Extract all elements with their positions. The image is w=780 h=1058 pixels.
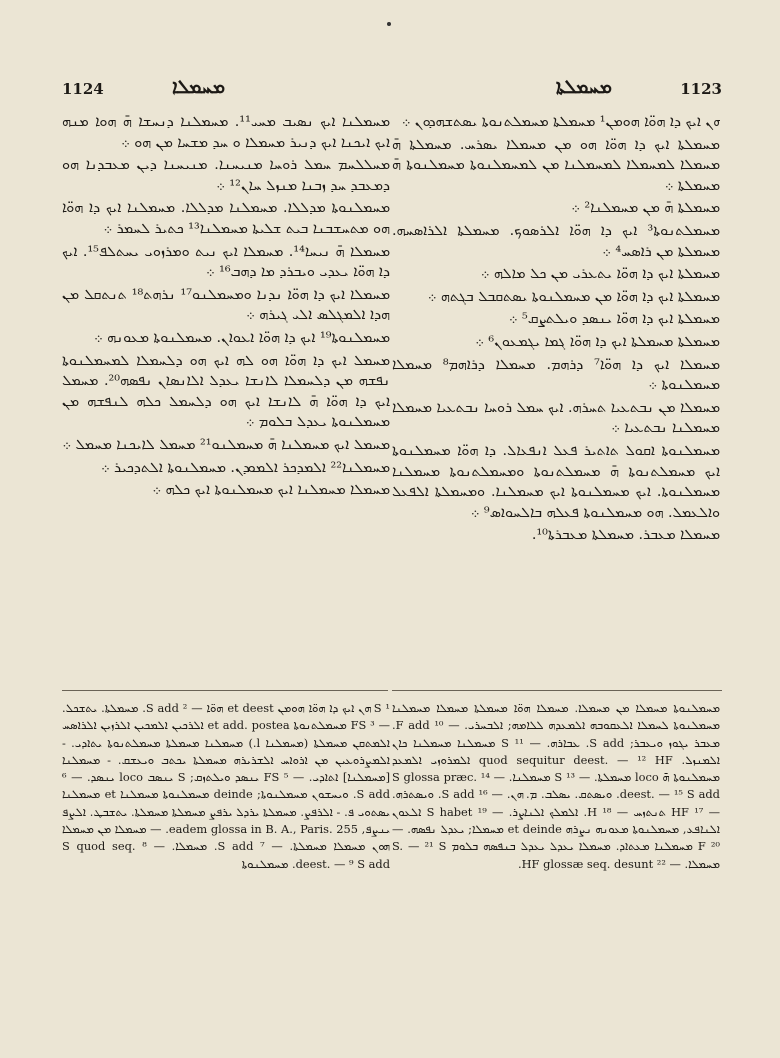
right-page-number: 1123 [680,80,722,98]
footnote-text: ¹ S ܗܢ ܐܝܟ ܕܐ ܗܘ̈ܐ ܗܘܡܢ et deest ܗܘ̈ܐ — ² S add. ܡܚܡܠܬܐ. ܝܬܫܟܠ. — ³ FS ܡܚܡܠܬܢܘܬܐ et add. postea ܐܠܪܟܝܢ ܐܠܡܟܝܢ ܐܠܪܙܝܢ ܐܠܪܐܣܚ ܐܠܡܬܩܢ ܡܚܡܠܬܐ (ܡܚܡܠܢܐ l.) ܡܚܡܠܢܐ ܡܚܡܠܬܐ ܡܚܡܠܬܢܘܬܐ ܝܬܐܕܝ. - ܐܠܡܨܪܘܥܝܢ ܡܢ ܐܪܘܐܚ ܐܠܫܪܝܪܗ ܡܚܡܠܬܐ ܝܟܬܒ ܘܝܥܫܩ. - ܡܚܡܠܢܐ [ܡܚܡܠܢܐ] ܐܬܐܕܝ. — ⁵ FS ܝܢܣܕ ܘܝܠܬܙܩ; S ܝܢܣܒ loco ܝܢܣܕ. — ⁶ S add. ܘܝܚܫܘܢ ܡܚܡܠܢܘܬܐ; deinde ܡܚܡܠܢܘܬܐ ܡܚܡܠܢܐ et ܡܚܡܠܢܐ ܝܣܬܘܝ ܦ. - ܐܠܪܦܨ. ܡܚܡܠܬܐ ܝܪܕܠ ܝܪܦܨ ܡܚܡܠܬܐ ܡܚܡܠܬܐ. ܝܬܫܒܛ. ܐܠܨܦ ܝܢܨܦ, eadem glossa in B. A., Paris. 255. — ܡܚܡܠܐ ܡܢ ܡܚܡܠܐ ܗܘܢ ܡܚܡܠܐ ܡܚܡܠܬܐ. — ⁷ S add. ܡܚܡܠܐ. — ⁸ S quod seq. deest. — ⁹ S add. ܡܚܡܠܢܘܬܐ [62,701,390,871]
right-text-column [392,112,720,682]
dictionary-entry: ܡܚܡܠܐ ܐܝܟ ܕܐ ܗܘ̈ܐ⁷ ܕܪܗܡ. ܡܚܡܠܐ ܕܪܐܗܡ⁸ ܡܚܡܠܐ ܡܚܡܠܢܘܬܐ ܀ [392,356,720,394]
dictionary-entry: ܡܚܡܠܢܘܬܐ ܡܕܠܠܐ. ܡܚܡܠܢܐ ܡܕܠܠܐ. ܡܚܡܠܢܐ ܐܝܟ ܕܐ ܗܘ̈ܐ ܗܘ ܡܬܚܫܒܢܐ ܒܝܬ ܫܠܝܬܐ ܡܚܡܠܢܐ¹³ ܟܬܝܪ ܠܚܡܪ ܀ [62,200,390,237]
dictionary-entry: ܡܚܡܠܐ ܡܥܒܪ. ܡܚܡܠܬܐ ܡܥܒܪܬܐ¹⁰. [531,527,720,544]
footnote-rule-gap [388,690,392,691]
dictionary-entry: ܡܚܡܠܐ ܡܚܡܠܢܐ ܐܝܟ ܡܚܡܠܢܘܬܐ ܐܝܟ ܟܠܗ ܀ [152,482,390,499]
dictionary-entry: ܡܚܡܠܬܐ ܐܝܟ ܕܐ ܗܘ̈ܐ ܗܘ ܡܢ ܡܚܡܠܐ ܝܣܪܚ. ܡܚܡܠܬܐ ܗ̄ ܡܚܡܠܐ ܠܡܚܡܠܐ ܠܡܚܡܠܢܐ ܡܢ ܠܡܚܡܠܢܘܬܐ ܡܚܡܠܢܘܬܐ ܗ̄ ܡܚܡܠܬܐ ܀ [392,136,720,194]
footnote-text: ܡܚܡܠܢܘܬܐ ܡܚܡܠܐ ܡܢ ܡܚܡܠܐ. ܡܚܡܠܐ ܗܘ̈ܐ ܡܚܡܠܬܐ ܡܚܡܠܐ ܡܚܡܠܢܐ ܡܚܡܠܢܘܬܐ ܠܚܡܠܐ ܐܠܥܩܘܒܗ ܐܠܡܥܕܗ ܠܠܐܡܗ; ܐܠܒܚܪܝ. — ¹⁰ F add. ܡܥܒܪ ܝܓܘܙ ܘܝܥܒܪ; S add. ܥܒܐܪܗ. — ¹¹ S ܡܚܡܠܢܐ ܡܚܡܠܢܐ ܟܐܢ ܐܠܡܢܙܠ. quod sequitur deest. — ¹² HF ܐܠܡܪܘܙܝ ܐܠܡܥܕ ܡܚܡܠܢܘܬܐ ܗ̄ loco ܡܚܡܠܬܐ. — ¹³ S ܡܚܡܠܢܐ. — ¹⁴ S glossa præc. deest. — ¹⁵ S add. ܘܝܣܬܩ. ܝܣܠܒ. ܡ. ܗܢ. — ¹⁶ S add. ܘܝܣܬܪܗ. — ¹⁷ HF ܬܢܬܙܚ — ¹⁸ H. ܐܠܡܠܟ ܐܠܢܐܨܪ. — ¹⁹ S habet ܐܠܥܘܢ ܐܠܢܐܦܥ, ܡܚܡܠܢܘܬܐ ܡܥܘܢܗ ܢܨܪܗ et deinde ܡܚܡܠܐ; ܝܥܕܠ ܢܦܣܗ. — ²⁰ F ܡܚܡܠܢܐ ܡܥܬܐܕ. ܡܚܡܠܐ ܝܥܕܠ ܝܥܕܠ ܒܢܦܣܗ ܒܠܘܡ S. — ²¹ S ܡܚܡܠܐ. — ²² HF glossæ seq. desunt. [392,701,720,871]
left-running-head: ܡܚܡܠܐ [172,76,226,98]
dictionary-entry: ܡܚܡܠܢܐ ܐܝܟ ܢܣܝܒ ܡܚܝ¹¹. ܡܚܡܠܢܐ ܕܢܚܫܐ ܗ̄ ܗܘܐ ܡܢܗ ܐܝܟ ܐܝܟܢܐ ܐܝܟ ܕܢܝܪ ܡܚܡܠܐ ܘ ܚܕ ܡܫܚܐ ܡܢ ܗܘ ܀ [62,114,390,151]
printer-dot [387,22,391,26]
dictionary-entry: ܡܚܡܠܢܐ²² ܐܠܡܕܟܪ ܐܠܡܘܕܢ. ܡܚܡܠܢܘܬܐ ܐܠܬܕܟܝܪ ܀ [100,459,390,476]
dictionary-entry: ܡܚܡܠܐ ܗ̄ ܢܝܚܐ¹⁴. ܡܚܡܠܐ ܐܝܟ ܢܝܬ ܘܡܪܙܘܝ ܝܚܬܠܦ¹⁵. ܐܝܟ ܕܐ ܗܘ̈ܐ ܝܥܕܝ ܘܝܒܪܕ ܡܐ ܕܗܒ¹⁶ ܀ [62,243,390,281]
page-header [62,76,722,106]
right-running-head: ܡܚܡܠܬܐ [555,76,612,98]
dictionary-entry: ܡܚܡܠܬܐ ܐܝܟ ܕܐ ܗܘ̈ܐ ܝܬܥܪܝ ܡܢ ܟܠ ܡܐܠܗ ܀ [480,266,720,283]
dictionary-entry: ܡܚܡܠ ܐܝܟ ܡܚܡܠܢܐ ܗ̄ ܡܚܡܠܢܘ²¹ ܡܚܡܠ ܠܐܝܟܢܐ ܡܚܡܠ ܀ [62,436,390,453]
dictionary-entry: ܡܚܡܠܬܢܘܬܐ³ ܐܝܟ ܕܐ ܗܘ̈ܐ ܐܠܪܣܘܟ. ܡܚܡܠܬܐ ܐܠܪܐܣܚܗ. ܡܚܡܠܬܐ ܡܢ ܪܐܣܚ⁴ ܀ [392,222,720,260]
left-page-number: 1124 [62,80,104,98]
dictionary-entry: ܡܚܡܠ ܐܝܟ ܕܐ ܗܘ̈ܐ ܗܘ ܠܗ ܐܝܟ ܗܘ ܕܠܚܡܠܐ ܠܡܚܡܠܢܘܬܐ ܢܦܫܗ ܡܢ ܕܠܚܡܠܐ ܠܐܢܫܐ ܝܥܕܠ ܐܠܐܢܣܐܢ ܢܦܣܗ²⁰. ܡܚܡܠ ܐܝܟ ܕܐ ܗܘ̈ܐ ܗ̄ ܠܐܢܫܐ ܐܝܟ ܗܘ ܕܠܚܡܠ ܟܠܗ ܠܢܦܫܗ ܡܢ ܡܚܡܠܢܘܬܐ ܝܥܕܠ ܒܠܘܡ ܀ [62,352,390,431]
dictionary-entry: ܡܚܡܠܢܘܬܐ ܐܩܘܠ ܬܐܬܝܪ ܦܥܠ ܐܢܦܥܐܠ. ܕܐ ܗܘ̈ܐ ܡܚܡܠܢܘܬܐ ܐܝܟ ܡܚܡܠܬܢܘܬܐ ܗ̄ ܡܚܡܠܬܢܘܬܐ ܘܡܚܡܠܬܢܘܬܐ ܡܚܡܠܢܐ ܡܚܡܠܢܘܬܐ. ܐܝܟ ܡܚܡܠܢܘܬܐ ܐܝܟ ܡܚܡܠܢܐ. ܘܡܚܡܠܬܐ ܐܠܦܥܠ ܘܐܠܥܡܠ. ܗܘ ܡܚܡܠܢܘܬܐ ܦܥܠܗ ܒܐܠܚܘܐܣ⁹ ܀ [392,442,720,521]
dictionary-entry: ܗܢ ܐܝܟ ܕܐ ܗܘ̈ܐ ܗܘܡܢ¹ ܡܚܡܠܬܐ ܡܚܡܠܬܢܘܬܐ ܝܣܬܫܗܕܘܢ ܀ [401,114,720,130]
footnote-rule [62,690,722,691]
right-footnotes [392,700,720,1030]
dictionary-entry: ܡܚܠܠܚܡ ܚܡܠ ܪܘܚܐ ܡܢܝܚܢܐ. ܡܢܝܚܢܐ ܕܝܢ ܡܥܒܕܢܐ ܗܘ ܕܡܥܒܕ ܚܕ ܙܒܢܐ ܡܢܙܠ ܚܐܢ¹² ܀ [62,157,390,194]
dictionary-entry: ܡܚܡܠܐ ܐܝܟ ܕܐ ܗܘ̈ܐ ܢܕܢܐ ܘܡܚܡܠܢܘ¹⁷ ܢܪܗܬ¹⁸ ܬܢܬܩܠ ܡܢ ܗܕܐ ܐܠܡܓܠܣ ܐܠܝ ܓܝܪܗ ܀ [62,286,390,324]
dictionary-entry: ܡܚܡܠܐ ܡܢ ܢܒܬܥܝܐ ܬܚܪܗ. ܐܝܟ ܚܡܠ ܪܘܚܐ ܢܒܬܥܝܐ ܡܚܡܠܐ ܡܚܡܠܢܐ ܢܒܬܥܝܐ ܀ [392,399,720,437]
dictionary-entry: ܡܚܡܠܬܐ ܐܝܟ ܕܐ ܗܘ̈ܐ ܝܢܣܕ ܘܝܠܬܨܩ⁵ ܀ [508,311,720,328]
dictionary-entry: ܡܚܡܠܬܐ ܐܝܟ ܕܐ ܗܘ̈ܐ ܡܢ ܡܚܡܠܢܘܬܐ ܝܣܬܩܒܠ ܒܓܬܗ ܀ [427,288,720,305]
left-text-column [62,112,390,682]
dictionary-entry: ܡܚܡܠܢܘܬܐ¹⁹ ܐܝܟ ܕܐ ܗܘ̈ܐ ܐܥܘܐܢ. ܡܚܡܠܢܘܬܐ ܡܥܘܢܗ ܀ [93,329,390,346]
dictionary-entry: ܡܚܡܠܬܐ ܗ̄ ܡܢ ܡܚܡܠܢܐ² ܀ [571,200,720,217]
left-footnotes [62,700,390,1030]
dictionary-entry: ܡܚܡܠܬܐ ܡܚܡܠܬܐ ܐܝܟ ܕܐ ܗܘ̈ܐ ܓܡܐ ܝܓܡܥܘܢ⁶ ܀ [475,333,720,350]
